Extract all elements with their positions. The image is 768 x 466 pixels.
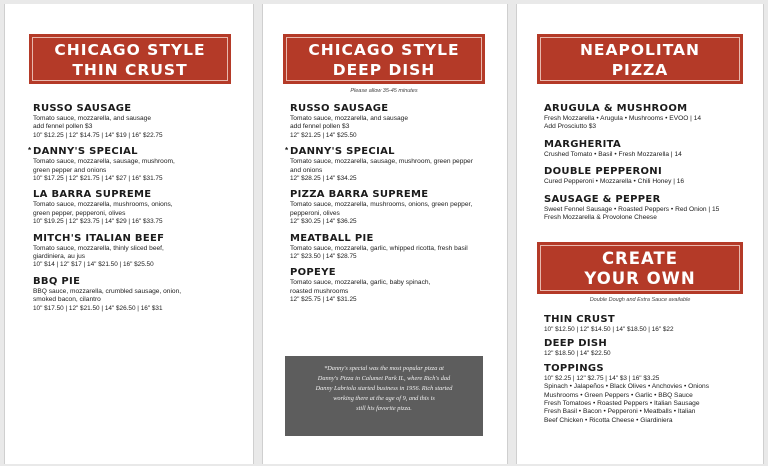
menu-item-prices: 12" $18.50 | 14" $22.50 — [544, 350, 611, 358]
story-line: *Danny's special was the most popular pizza at — [324, 365, 444, 372]
neapolitan-menu-list — [544, 103, 754, 229]
menu-item-prices: 10" $19.25 | 12" $23.75 | 14" $29 | 16" $33.75 — [33, 218, 163, 226]
menu-item-description: Tomato sauce, mozzarella, sausage, mushroom, — [33, 158, 175, 166]
menu-item — [544, 103, 754, 132]
menu-item-name: DEEP DISH — [544, 338, 608, 350]
menu-item-name: LA BARRA SUPREME — [33, 189, 152, 201]
menu-item — [285, 146, 490, 183]
menu-item-name: ARUGULA & MUSHROOM — [544, 103, 688, 114]
menu-item-prices: 12" $25.75 | 14" $31.25 — [290, 296, 357, 304]
menu-item-description: pepperoni, olives — [290, 209, 340, 217]
menu-item-name: THIN CRUST — [544, 314, 615, 325]
menu-item — [33, 276, 233, 313]
menu-item — [544, 166, 754, 186]
deep-dish-panel — [262, 4, 508, 464]
menu-item-description: smoked bacon, cilantro — [33, 296, 101, 304]
menu-item-description: green pepper and onions — [33, 166, 107, 174]
menu-item-description: green pepper, pepperoni, olives — [33, 209, 126, 217]
menu-item-description: Tomato sauce, mozzarella, sausage, mushroom, green pepper — [290, 158, 473, 166]
banner-title-line-2: DEEP DISH — [332, 61, 436, 79]
menu-item-description: Tomato sauce, mozzarella, mushrooms, onions, green pepper, — [290, 201, 473, 209]
deep-dish-banner — [283, 34, 485, 84]
story-line: Danny's Pizza in Calumet Park IL, where Rich's dad — [317, 375, 451, 382]
deep-dish-note: Please allow 35-45 minutes — [350, 88, 418, 94]
menu-item — [290, 103, 490, 140]
menu-item-description: Crushed Tomato • Basil • Fresh Mozzarella | 14 — [544, 150, 682, 158]
menu-item-description: roasted mushrooms — [290, 287, 349, 295]
menu-item-description: Fresh Mozzarella • Arugula • Mushrooms • EVOO | 14 — [544, 115, 702, 122]
menu-item-prices: 10" $12.25 | 12" $14.75 | 14" $19 | 16" $22.75 — [33, 131, 163, 139]
menu-item — [544, 314, 754, 334]
menu-item-prices: 12" $30.25 | 14" $36.25 — [290, 218, 357, 226]
menu-item-name: DOUBLE PEPPERONI — [544, 166, 662, 178]
topping-list-line: Spinach • Jalapeños • Black Olives • Anchovies • Onions — [544, 383, 710, 391]
menu-item-name: BBQ PIE — [33, 275, 81, 287]
topping-list-line: Fresh Tomatoes • Roasted Peppers • Italian Sausage — [544, 400, 700, 408]
menu-item-name: PIZZA BARRA SUPREME — [290, 189, 429, 201]
banner-title-line-1: NEAPOLITAN — [579, 41, 701, 59]
menu-item — [28, 146, 233, 183]
footnote-star: * — [285, 146, 289, 156]
menu-item-description: BBQ sauce, mozzarella, crumbled sausage, onion, — [33, 287, 182, 295]
menu-item-name: TOPPINGS — [544, 362, 604, 374]
menu-item-prices: 10" $17.50 | 12" $21.50 | 14" $26.50 | 16" $31 — [33, 304, 163, 312]
dannys-special-story-box — [285, 356, 483, 436]
topping-list-line: Beef Chicken • Ricotta Cheese • Giardiniera — [544, 416, 673, 424]
menu-item-name: DANNY'S SPECIAL — [290, 146, 395, 158]
banner-title-line-2: YOUR OWN — [584, 269, 696, 288]
menu-item-name: MARGHERITA — [544, 138, 622, 150]
menu-item — [544, 194, 754, 223]
thin-crust-panel — [4, 4, 254, 464]
banner-title-line-2: THIN CRUST — [72, 61, 188, 79]
menu-item-description: Tomato sauce, mozzarella, and sausage — [290, 115, 409, 122]
banner-title-line-1: CHICAGO STYLE — [54, 41, 206, 59]
menu-item-description: Tomato sauce, mozzarella, and sausage — [33, 115, 152, 122]
menu-item-name: SAUSAGE & PEPPER — [544, 193, 661, 205]
menu-item-prices: 12" $28.25 | 14" $34.25 — [290, 175, 357, 183]
menu-item-name: DANNY'S SPECIAL — [33, 146, 138, 158]
menu-item — [544, 363, 754, 425]
menu-item-name: POPEYE — [290, 267, 336, 279]
menu-item-description: Add Prosciutto $3 — [544, 123, 597, 131]
menu-item — [290, 233, 490, 262]
menu-item-name: MEATBALL PIE — [290, 232, 374, 244]
neapolitan-panel — [516, 4, 764, 464]
menu-item-description: add fennel pollen $3 — [33, 123, 93, 131]
menu-item-prices: 10" $12.50 | 12" $14.50 | 14" $18.50 | 16" $22 — [544, 326, 674, 333]
menu-item-description: Fresh Mozzarella & Provolone Cheese — [544, 214, 657, 222]
story-line: working there at the age of 9, and this is — [333, 395, 435, 402]
create-your-own-note: Double Dough and Extra Sauce available — [589, 297, 691, 303]
menu-item-description: giardiniera, au jus — [33, 253, 86, 261]
banner-title-line-1: CREATE — [601, 249, 679, 268]
menu-item-description: Sweet Fennel Sausage • Roasted Peppers • Red Onion | 15 — [544, 205, 720, 213]
thin-crust-menu-list — [28, 103, 233, 319]
menu-item-name: RUSSO SAUSAGE — [33, 103, 132, 114]
menu-item — [290, 189, 490, 226]
menu-item-name: MITCH'S ITALIAN BEEF — [33, 232, 165, 244]
menu-item — [33, 103, 233, 140]
story-line: still his favorite pizza. — [356, 405, 412, 412]
menu-item-prices: 12" $21.25 | 14" $25.50 — [290, 131, 357, 139]
banner-title-line-1: CHICAGO STYLE — [308, 41, 460, 59]
menu-item — [290, 267, 490, 304]
menu-item-description: Tomato sauce, mozzarella, garlic, whipped ricotta, fresh basil — [290, 244, 468, 252]
thin-crust-banner — [29, 34, 231, 84]
menu-item-description: Cured Pepperoni • Mozzarella • Chili Honey | 16 — [544, 178, 685, 186]
menu-item-description: Tomato sauce, mozzarella, thinly sliced beef, — [33, 244, 164, 252]
banner-title-line-2: PIZZA — [611, 61, 669, 79]
create-your-own-list — [544, 314, 754, 429]
create-your-own-banner — [537, 242, 743, 294]
menu-item-prices: 12" $23.50 | 14" $28.75 — [290, 253, 357, 261]
menu-item — [33, 233, 233, 270]
menu-item — [544, 338, 754, 358]
story-line: Danny Labriola started business in 1956. Rich started — [315, 385, 453, 392]
topping-list-line: Fresh Basil • Bacon • Pepperoni • Meatballs • Italian — [544, 408, 696, 416]
menu-item-prices: 10" $17.25 | 12" $21.75 | 14" $27 | 16" $31.75 — [33, 175, 163, 183]
menu-item-prices: 10" $14 | 12" $17 | 14" $21.50 | 16" $25.50 — [33, 261, 154, 269]
menu-item — [544, 139, 754, 159]
neapolitan-banner — [537, 34, 743, 84]
menu-item — [33, 189, 233, 226]
menu-item-prices: 10" $2.25 | 12" $2.75 | 14" $3 | 16" $3.25 — [544, 374, 660, 382]
menu-item-name: RUSSO SAUSAGE — [290, 103, 389, 114]
menu-item-description: add fennel pollen $3 — [290, 123, 350, 131]
menu-item-description: Tomato sauce, mozzarella, mushrooms, onions, — [33, 201, 173, 209]
menu-item-description: and onions — [290, 166, 323, 174]
topping-list-line: Mushrooms • Green Peppers • Garlic • BBQ Sauce — [544, 391, 693, 399]
footnote-star: * — [28, 146, 32, 156]
deep-dish-menu-list — [285, 103, 490, 311]
menu-item-description: Tomato sauce, mozzarella, garlic, baby spinach, — [290, 279, 431, 287]
